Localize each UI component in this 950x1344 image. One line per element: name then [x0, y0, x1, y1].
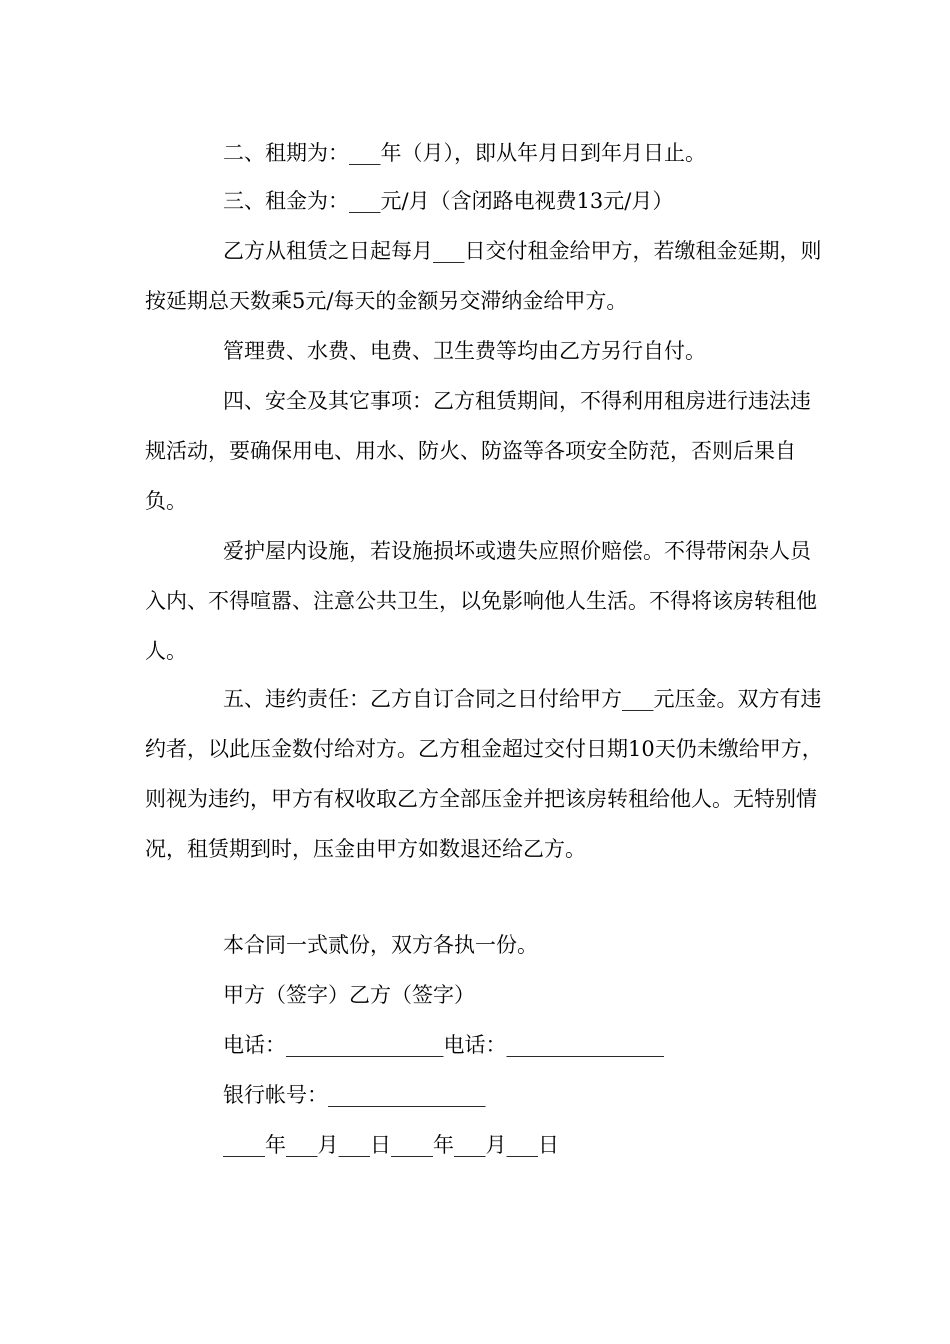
- clause-payment: 乙方从租赁之日起每月___日交付租金给甲方，若缴租金延期，则按延期总天数乘5元/每天的金额另交滞纳金给甲方。: [145, 239, 822, 313]
- clause-breach: 五、违约责任：乙方自订合同之日付给甲方___元压金。双方有违约者，以此压金数付给对方。乙方租金超过交付日期10天仍未缴给甲方，则视为违约，甲方有权收取乙方全部压金并把该房转租给他人。无特别情况，租赁期到时，压金由甲方如数退还给乙方。: [145, 687, 823, 861]
- signature-line: 甲方（签字）乙方（签字）: [223, 983, 475, 1007]
- clause-safety: 四、安全及其它事项：乙方租赁期间，不得利用租房进行违法违规活动，要确保用电、用水、防火、防盗等各项安全防范，否则后果自负。: [145, 389, 811, 513]
- bank-account-line: 银行帐号：_______________: [223, 1083, 486, 1107]
- phone-line: 电话：_______________电话：_______________: [223, 1033, 664, 1057]
- copies-statement: 本合同一式贰份，双方各执一份。: [223, 933, 538, 957]
- date-line: ____年___月___日____年___月___日: [223, 1133, 559, 1157]
- clause-lease-term: 二、租期为：___年（月），即从年月日到年月日止。: [223, 141, 706, 165]
- clause-facilities: 爱护屋内设施，若设施损坏或遗失应照价赔偿。不得带闲杂人员入内、不得喧嚣、注意公共卫生，以免影响他人生活。不得将该房转租他人。: [145, 539, 817, 663]
- clause-rent: 三、租金为：___元/月（含闭路电视费13元/月）: [223, 189, 674, 213]
- clause-fees: 管理费、水费、电费、卫生费等均由乙方另行自付。: [223, 339, 706, 363]
